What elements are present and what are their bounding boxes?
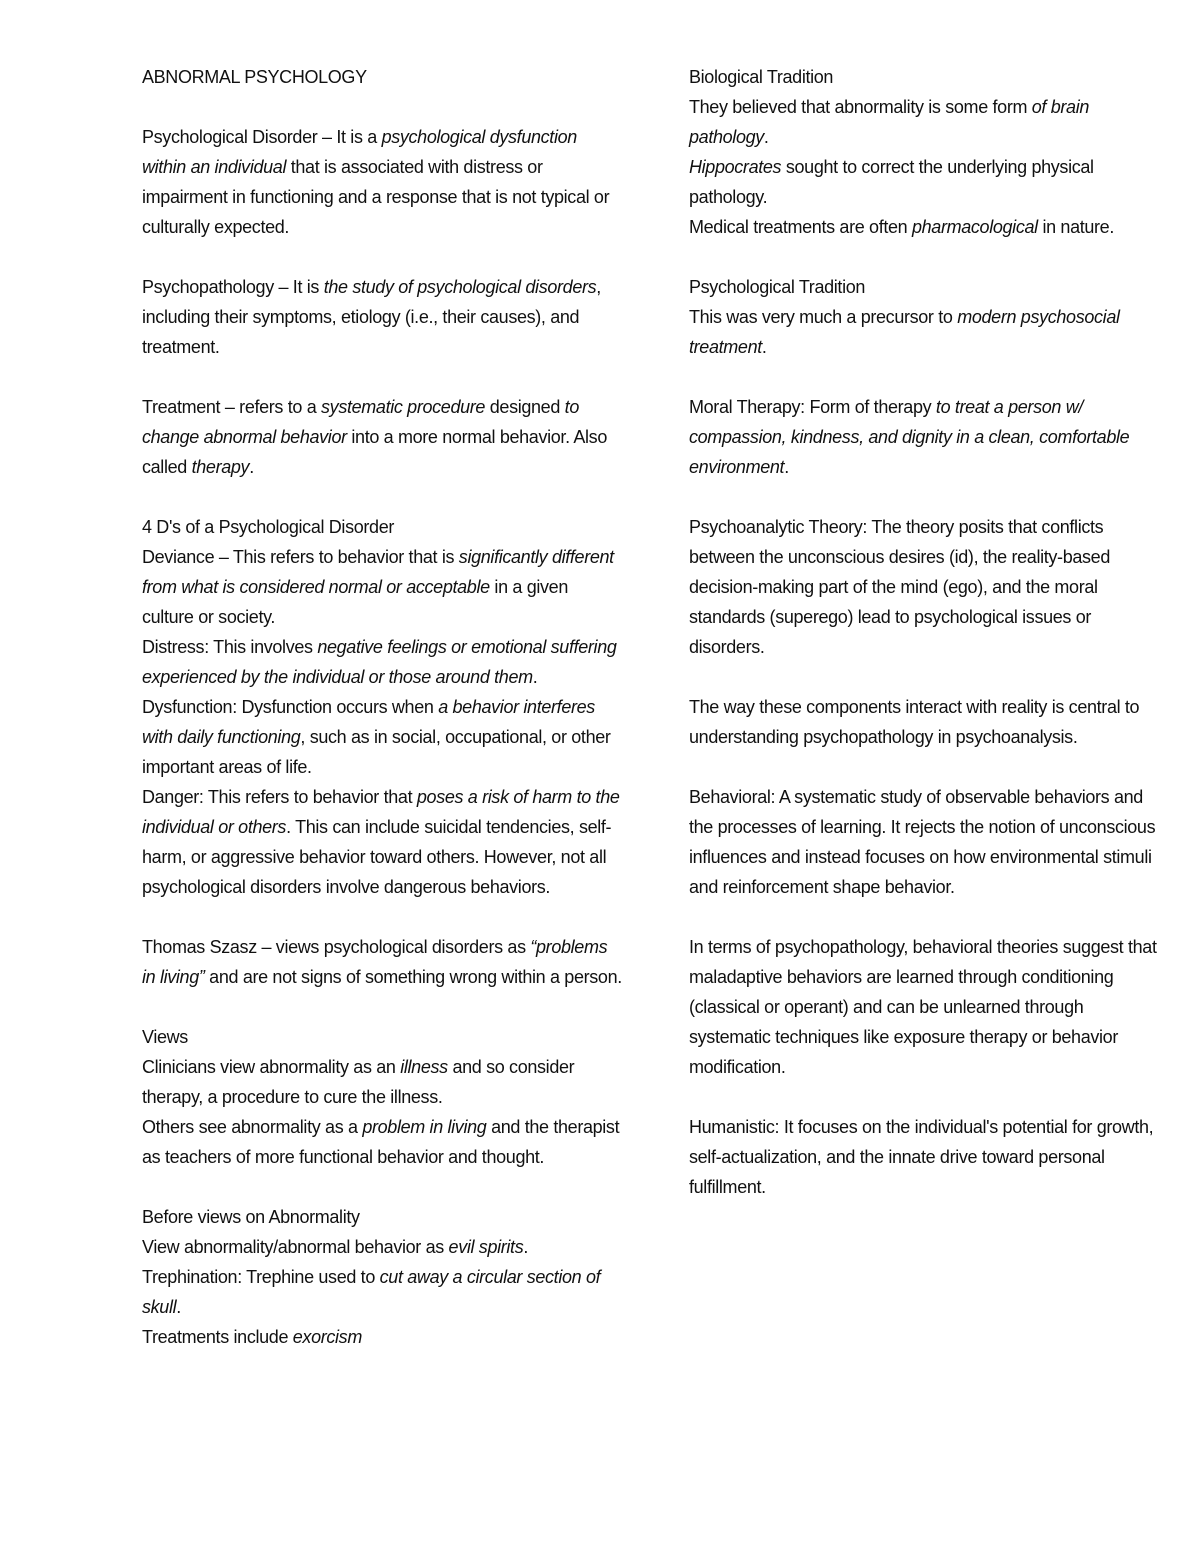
text-span: designed	[485, 397, 565, 417]
paragraph	[142, 512, 622, 902]
text-span: This was very much a precursor to	[689, 307, 958, 327]
paragraph	[142, 122, 622, 242]
text-span: Moral Therapy: Form of therapy	[689, 397, 936, 417]
document-title: ABNORMAL PSYCHOLOGY	[142, 67, 367, 87]
text-span: Treatments include	[142, 1327, 293, 1347]
text-span: into a more normal behavior. Also called	[142, 427, 607, 477]
emphasis-text: the study of psychological disorders	[323, 277, 597, 297]
text-span: .	[784, 457, 789, 477]
emphasis-text: Hippocrates	[689, 157, 782, 177]
text-span: Distress: This involves	[142, 637, 318, 657]
text-span: sought to correct the underlying physical pathology.	[689, 157, 1094, 207]
paragraph	[689, 1112, 1169, 1202]
text-span: .	[761, 337, 767, 357]
paragraph	[689, 392, 1169, 482]
text-span: They believed that abnormality is some form	[689, 97, 1032, 117]
text-span: Psychopathology – It is	[142, 277, 324, 297]
text-span: Biological Tradition	[689, 67, 834, 87]
text-span: View abnormality/abnormal behavior as	[142, 1237, 449, 1257]
text-span: .	[523, 1237, 529, 1257]
text-span: Psychological Disorder – It is a	[142, 127, 382, 147]
emphasis-text: a behavior interferes with daily functioning	[142, 697, 595, 747]
emphasis-text: poses a risk of harm to the individual or others	[142, 787, 620, 837]
text-span: Psychological Tradition	[689, 277, 866, 297]
paragraph	[142, 1202, 622, 1352]
paragraph	[142, 1022, 622, 1172]
emphasis-text: significantly different from what is considered normal or acceptable	[142, 547, 614, 597]
paragraph	[689, 272, 1169, 362]
left-column	[142, 62, 622, 1382]
text-span: .	[763, 127, 769, 147]
text-span: Views	[142, 1027, 188, 1047]
text-span: Treatment – refers to a	[142, 397, 322, 417]
text-span: Medical treatments are often	[689, 217, 912, 237]
text-span: Dysfunction: Dysfunction occurs when	[142, 697, 439, 717]
text-span: Deviance – This refers to behavior that is	[142, 547, 459, 567]
text-span: .	[249, 457, 254, 477]
text-span: , including their symptoms, etiology (i.e., their causes), and treatment.	[142, 277, 601, 357]
emphasis-text: pharmacological	[911, 217, 1038, 237]
emphasis-text: modern psychosocial treatment	[689, 307, 1120, 357]
paragraph	[689, 62, 1169, 242]
emphasis-text: illness	[400, 1057, 448, 1077]
emphasis-text: exorcism	[292, 1327, 362, 1347]
text-span: .	[532, 667, 538, 687]
emphasis-text: to treat a person w/ compassion, kindness, and dignity in a clean, comfortable environment	[689, 397, 1130, 477]
emphasis-text: problem in living	[362, 1117, 487, 1137]
text-span: and are not signs of something wrong within a person.	[204, 967, 622, 987]
text-span: and the therapist as teachers of more functional behavior and thought.	[142, 1117, 620, 1167]
emphasis-text: systematic procedure	[321, 397, 486, 417]
emphasis-text: to change abnormal behavior	[142, 397, 579, 447]
text-span: Thomas Szasz – views psychological disorders as	[142, 937, 531, 957]
right-column	[689, 62, 1169, 1232]
text-span: Trephination: Trephine used to	[142, 1267, 380, 1287]
text-span: Danger: This refers to behavior that	[142, 787, 417, 807]
text-span: . This can include suicidal tendencies, self-harm, or aggressive behavior toward others. However, not all psychological disorders involve dangerous behaviors.	[142, 817, 612, 897]
text-span: Behavioral: A systematic study of observable behaviors and the processes of learning. It rejects the notion of unconscious influences and instead focuses on how environmental stimuli and reinforcement shape behavior.	[689, 787, 1156, 897]
text-span: and so consider therapy, a procedure to cure the illness.	[142, 1057, 575, 1107]
text-span: In terms of psychopathology, behavioral theories suggest that maladaptive behaviors are learned through conditioning (classical or operant) and can be unlearned through systematic techniques like exposure therapy or behavior modification.	[689, 937, 1157, 1077]
emphasis-text: negative feelings or emotional suffering experienced by the individual or those around them	[142, 637, 617, 687]
paragraph	[689, 512, 1169, 662]
paragraph	[142, 272, 622, 362]
paragraph	[142, 392, 622, 482]
text-span: Psychoanalytic Theory: The theory posits that conflicts between the unconscious desires (id), the reality-based decision-making part of the mind (ego), and the moral standards (superego) lead to psychological issues or disorders.	[689, 517, 1110, 657]
emphasis-text: therapy	[191, 457, 250, 477]
emphasis-text: cut away a circular section of skull	[142, 1267, 601, 1317]
emphasis-text: “problems in living”	[142, 937, 608, 987]
emphasis-text: evil spirits	[448, 1237, 524, 1257]
text-span: The way these components interact with reality is central to understanding psychopathology in psychoanalysis.	[689, 697, 1140, 747]
text-span: .	[176, 1297, 181, 1317]
text-span: in a given culture or society.	[142, 577, 568, 627]
text-span: Humanistic: It focuses on the individual's potential for growth, self-actualization, and the innate drive toward personal fulfillment.	[689, 1117, 1154, 1197]
text-span: , such as in social, occupational, or other important areas of life.	[142, 727, 611, 777]
emphasis-text: psychological dysfunction within an individual	[142, 127, 577, 177]
text-span: that is associated with distress or impairment in functioning and a response that is not typical or culturally expected.	[142, 157, 610, 237]
paragraph	[689, 932, 1169, 1082]
text-span: Others see abnormality as a	[142, 1117, 363, 1137]
text-span: 4 D's of a Psychological Disorder	[142, 517, 394, 537]
emphasis-text: of brain pathology	[689, 97, 1090, 147]
paragraph	[142, 932, 622, 992]
text-span: Before views on Abnormality	[142, 1207, 360, 1227]
text-span: in nature.	[1037, 217, 1114, 237]
text-span: Clinicians view abnormality as an	[142, 1057, 401, 1077]
paragraph	[689, 692, 1169, 752]
paragraph	[689, 782, 1169, 902]
